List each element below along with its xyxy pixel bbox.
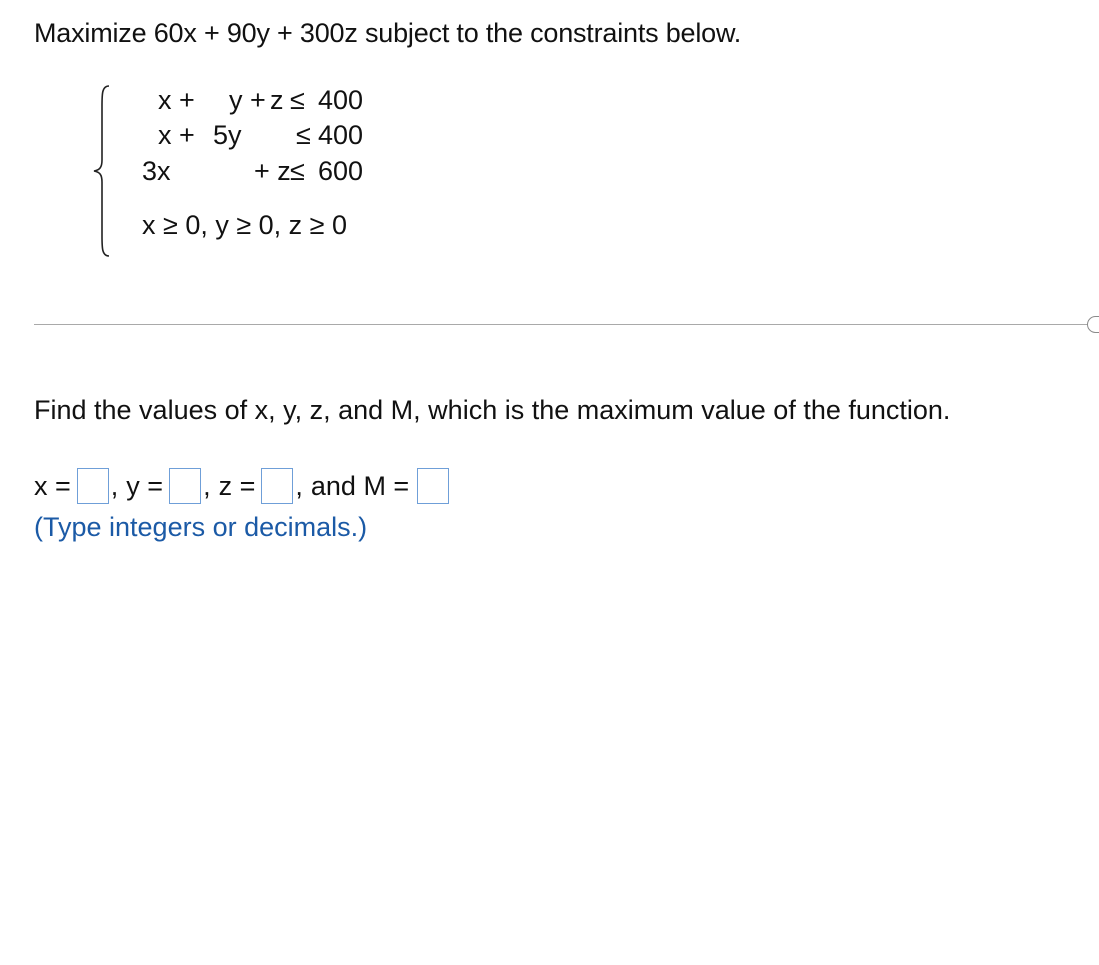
z-label: z = bbox=[218, 470, 256, 501]
constraint-1-z-term: z bbox=[270, 85, 284, 115]
m-answer-input[interactable] bbox=[417, 468, 449, 504]
constraint-1-relation: ≤ bbox=[290, 85, 305, 115]
collapse-handle-icon[interactable] bbox=[1087, 316, 1099, 333]
z-answer-input[interactable] bbox=[261, 468, 293, 504]
constraint-2-x-term: x + bbox=[158, 120, 195, 150]
answer-row bbox=[34, 466, 451, 506]
constraint-1-y-term: y + bbox=[229, 85, 266, 115]
constraint-2-relation: ≤ bbox=[296, 120, 311, 150]
constraint-2-y-term: 5y bbox=[213, 120, 242, 150]
constraint-1-rhs: 400 bbox=[318, 85, 364, 115]
constraint-3-rhs: 600 bbox=[318, 156, 364, 186]
constraint-2-rhs: 400 bbox=[318, 120, 364, 150]
constraint-3-z-term: + z bbox=[254, 156, 291, 186]
task-instruction: Find the values of x, y, z, and M, which is the maximum value of the function. bbox=[34, 395, 951, 425]
constraint-brace-icon bbox=[90, 82, 114, 260]
input-format-hint: (Type integers or decimals.) bbox=[34, 512, 368, 542]
constraint-3-x-term: 3x bbox=[142, 156, 171, 186]
y-answer-input[interactable] bbox=[169, 468, 201, 504]
constraint-3-relation: ≤ bbox=[290, 156, 305, 186]
separator-comma: , bbox=[295, 470, 303, 501]
x-label: x = bbox=[34, 470, 71, 501]
nonnegativity-constraints: x ≥ 0, y ≥ 0, z ≥ 0 bbox=[142, 210, 348, 240]
separator-comma: , bbox=[110, 470, 119, 501]
y-label: y = bbox=[126, 470, 164, 501]
x-answer-input[interactable] bbox=[77, 468, 109, 504]
section-divider bbox=[34, 324, 1090, 325]
problem-statement: Maximize 60x + 90y + 300z subject to the constraints below. bbox=[34, 18, 742, 48]
m-label: and M = bbox=[310, 470, 410, 501]
constraint-1-x-term: x + bbox=[158, 85, 195, 115]
separator-comma: , bbox=[203, 470, 211, 501]
